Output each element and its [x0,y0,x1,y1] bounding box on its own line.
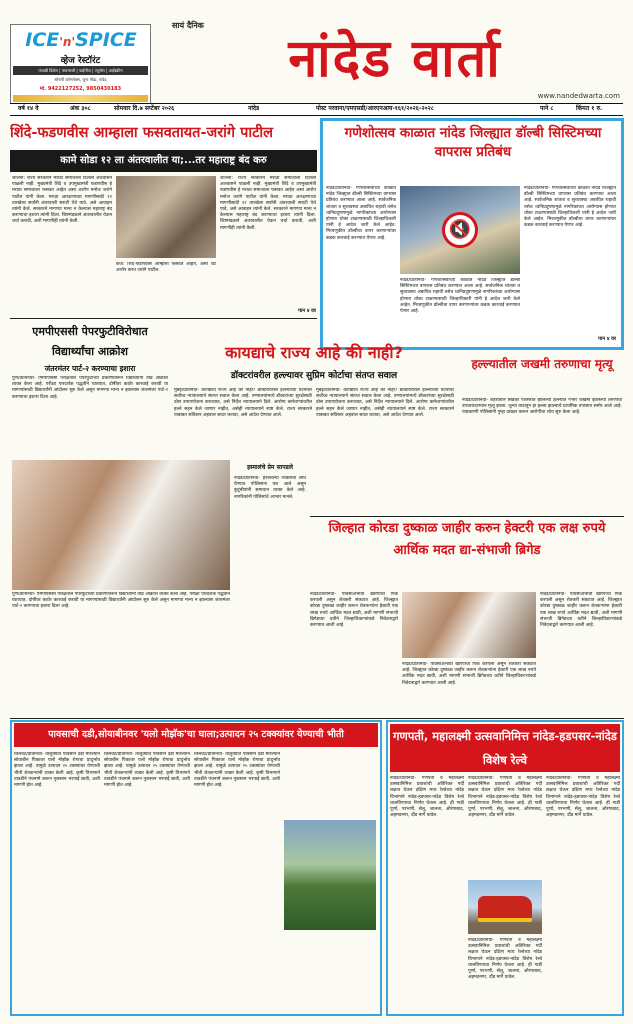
s9-headline[interactable]: गणपती, महालक्ष्मी उत्सवानिमित्त नांदेड-हडपसर-नांदेड विशेष रेल्वे [390,724,620,772]
s9-body-col1: नांदेड/प्रतिनिधी- गणपती व महालक्ष्मी उत्सवानिमित्त प्रवाशांची अतिरिक्त गर्दी लक्षात घेऊन दक्षिण मध्य रेल्वेच्या नांदेड विभागाने नांदेड-हडपसर-नांदेड विशेष रेल्वे चालविण्याचा निर्णय घेतला आहे. ही गाडी पूर्णा, परभणी, सेलू, जालना, औरंगाबाद, अहमदनगर, दौंड मार्गे धावेल. [390,776,464,819]
s9-body-col2: नांदेड/प्रतिनिधी- गणपती व महालक्ष्मी उत्सवानिमित्त प्रवाशांची अतिरिक्त गर्दी लक्षात घेऊन दक्षिण मध्य रेल्वेच्या नांदेड विभागाने नांदेड-हडपसर-नांदेड विशेष रेल्वे चालविण्याचा निर्णय घेतला आहे. ही गाडी पूर्णा, परभणी, सेलू, जालना, औरंगाबाद, अहमदनगर, दौंड मार्गे धावेल. [468,776,542,819]
s1-body-right: जालना: राज्य सरकारने मराठा समाजाला दिलेली आश्वासने पाळली नाही. मुख्यमंत्री शिंदे व उपमुख्यमंत्री फडणवीस हे मराठा समाजाला फसवत आहेत असा आरोप मनोज जरांगे पाटील यांनी केला. मराठा आरक्षणाच्या मागणीसाठी १२ तारखेला सर्वांनी अंतरवाली सराटी येथे यावे, असे आवाहन त्यांनी केले. सरकारने मागण्या मान्य न केल्यास महाराष्ट्र बंद करण्याचा इशारा त्यांनी दिला. शिष्टमंडळाने अंतरवालीत येऊन चर्चा करावी, अशी मागणीही त्यांनी केली. [220,176,316,231]
masthead-title: नांदेड वार्ता [288,29,502,89]
info-postal: पोस्ट परवाना/एमएसडी/आरएनआय-१६१/२०२६-२०२८ [316,105,434,112]
s7-body-col2: नांदेड/प्रतिनिधी- पावसाअभावी खरिपाची पिके करपली असून शेतकरी संकटात आहे. जिल्ह्यात कोरडा दुष्काळ जाहीर करून शेतकऱ्यांना हेक्टरी एक लाख रुपये आर्थिक मदत द्यावी, अशी मागणी संभाजी ब्रिगेडच्या वतीने जिल्हाधिकाऱ्यांकडे निवेदनाद्वारे करण्यात आली आहे. [402,662,536,686]
s1-continued: पान ४ वर [298,308,316,314]
s4-body-col2: मुंबई/प्रतिनिधी- कायद्याचे राज्य आहे की नाही? डॉक्टरांवरील हल्ल्यांच्या घटनांवर सर्वोच्च न्यायालयाने संतप्त सवाल केला आहे. रुग्णालयांमध्ये डॉक्टरांच्या सुरक्षेसाठी ठोस उपाययोजना कराव्यात, असे निर्देश न्यायालयाने दिले. आरोग्य कर्मचाऱ्यांवरील हल्ले सहन केले जाणार नाहीत, असेही न्यायालयाने स्पष्ट केले. राज्य सरकारने याबाबत सविस्तर अहवाल सादर करावा, असे आदेश देण्यात आले. [316,388,454,418]
ad-brand-n: 'n' [59,35,76,49]
s5-body: नांदेड/प्रतिनिधी- शहरातील सिडको परिसरात झालेल्या हल्ल्यात गंभीर जखमी झालेल्या तरुणाचा उपचारादरम्यान मृत्यू झाला. जुन्या वादातून हा हल्ला झाल्याचे प्राथमिक तपासात समोर आले आहे. याप्रकरणी पोलिसांनी गुन्हा दाखल करून आरोपींचा शोध सुरु केला आहे. [462,398,622,416]
s1-photo [116,176,216,258]
ad-subtitle: व्हेज रेस्टॉरंट [60,56,101,66]
s6-body: नांदेड/प्रतिनिधी- हरवलेल्या व्यक्तीचा शोध घेण्यात पोलिसांना यश आले असून कुटुंबीयांनी समाधान व्यक्त केले आहे. नागरिकांनी पोलिसांचे आभार मानले. [234,476,306,500]
s3-subheadline: जंतरमंतर पार्ट-२ करण्याचा इशारा [44,364,136,373]
s2-body-col2: नांदेड/प्रतिनिधी- गणेशोत्सवाच्या काळात नांदेड जिल्ह्यात डॉल्बी सिस्टिमच्या वापरास प्रतिबंध करण्यात आला आहे. सार्वजनिक शांतता व सुव्यवस्था अबाधित राहावी तसेच ध्वनिप्रदूषणामुळे नागरिकांच्या आरोग्यास होणारा धोका टाळण्यासाठी जिल्हाधिकारी यांनी हे आदेश जारी केले आहेत. मिरवणुकीत डॉल्बीचा वापर करणाऱ्यांवर कडक कारवाई करण्यात येणार आहे. [400,278,520,315]
info-pages: पाने ८ [540,105,554,112]
s3-caption: पुणे/प्रतिनिधी- एमपीएससी परीक्षेतील पेपरफुटीच्या प्रकरणावरून विद्यार्थ्यांनी तीव्र आक्रोश व्यक्त केला आहे. परीक्षा पारदर्शक पद्धतीने घ्याव्यात, दोषींवर कठोर कारवाई करावी या मागण्यांसाठी विद्यार्थ्यांनी आंदोलन सुरु केले असून मागण्या मान्य न झाल्यास जंतरमंतर पार्ट-२ करण्याचा इशारा दिला आहे. [12,592,230,610]
s2-body-col3: नांदेड/प्रतिनिधी- गणेशोत्सवाच्या काळात नांदेड जिल्ह्यात डॉल्बी सिस्टिमच्या वापरास प्रतिबंध करण्यात आला आहे. सार्वजनिक शांतता व सुव्यवस्था अबाधित राहावी तसेच ध्वनिप्रदूषणामुळे नागरिकांच्या आरोग्यास होणारा धोका टाळण्यासाठी जिल्हाधिकारी यांनी हे आदेश जारी केले आहेत. मिरवणुकीत डॉल्बीचा वापर करणाऱ्यांवर कडक कारवाई करण्यात येणार आहे. [524,186,616,229]
s5-headline[interactable]: हल्ल्यातील जखमी तरुणाचा मृत्यू [471,357,613,371]
masthead-website[interactable]: www.nandedwarta.com [537,92,620,100]
ad-box[interactable] [10,24,151,104]
ad-decoration [13,95,148,102]
s8-photo [284,820,376,930]
train-icon [478,896,532,922]
ad-line2: सोनारी कॉम्प्लेक्स, जुना मोंढा, नांदेड [54,77,107,82]
ad-phone: मो. 9422127252, 9850430183 [39,86,122,92]
s9-body-col2b: नांदेड/प्रतिनिधी- गणपती व महालक्ष्मी उत्सवानिमित्त प्रवाशांची अतिरिक्त गर्दी लक्षात घेऊन दक्षिण मध्य रेल्वेच्या नांदेड विभागाने नांदेड-हडपसर-नांदेड विशेष रेल्वे चालविण्याचा निर्णय घेतला आहे. ही गाडी पूर्णा, परभणी, सेलू, जालना, औरंगाबाद, अहमदनगर, दौंड मार्गे धावेल. [468,938,542,981]
s2-headline[interactable]: गणेशोत्सव काळात नांदेड जिल्ह्यात डॉल्बी सिस्टिमच्या वापरास प्रतिबंध [344,125,602,160]
info-date: सोमवार दि.७ सप्टेंबर २०२६ [114,105,175,112]
s7-body-col3: नांदेड/प्रतिनिधी- पावसाअभावी खरिपाची पिके करपली असून शेतकरी संकटात आहे. जिल्ह्यात कोरडा दुष्काळ जाहीर करून शेतकऱ्यांना हेक्टरी एक लाख रुपये आर्थिक मदत द्यावी, अशी मागणी संभाजी ब्रिगेडच्या वतीने जिल्हाधिकाऱ्यांकडे निवेदनाद्वारे करण्यात आली आहे. [540,592,622,629]
s2-photo [400,186,520,274]
s7-body-col1: नांदेड/प्रतिनिधी- पावसाअभावी खरिपाची पिके करपली असून शेतकरी संकटात आहे. जिल्ह्यात कोरडा दुष्काळ जाहीर करून शेतकऱ्यांना हेक्टरी एक लाख रुपये आर्थिक मदत द्यावी, अशी मागणी संभाजी ब्रिगेडच्या वतीने जिल्हाधिकाऱ्यांकडे निवेदनाद्वारे करण्यात आली आहे. [310,592,398,629]
s4-headline[interactable]: कायद्याचे राज्य आहे की नाही? [225,343,403,362]
info-year: वर्ष १४ वे [18,105,39,112]
s2-continued: पान ४ वर [598,336,616,342]
s1-subheadline: कामे सोडा १२ ला अंतरवालीत या;...तर महाराष्ट्र बंद करु [10,150,317,172]
s4-body-col1: मुंबई/प्रतिनिधी- कायद्याचे राज्य आहे की नाही? डॉक्टरांवरील हल्ल्यांच्या घटनांवर सर्वोच्च न्यायालयाने संतप्त सवाल केला आहे. रुग्णालयांमध्ये डॉक्टरांच्या सुरक्षेसाठी ठोस उपाययोजना कराव्यात, असे निर्देश न्यायालयाने दिले. आरोग्य कर्मचाऱ्यांवरील हल्ले सहन केले जाणार नाहीत, असेही न्यायालयाने स्पष्ट केले. राज्य सरकारने याबाबत सविस्तर अहवाल सादर करावा, असे आदेश देण्यात आले. [174,388,312,418]
s8-body-col3: किनवट/प्रतिनिधी- तालुक्यात पावसाने दडी मारल्याने सोयाबीन पिकावर यलो मोझॅक रोगाचा प्रादुर्भाव झाला आहे. यामुळे उत्पादन २५ टक्क्यांवर येण्याची भीती शेतकऱ्यांनी व्यक्त केली आहे. कृषी विभागाने तातडीने पंचनामे करून नुकसान भरपाई द्यावी, अशी मागणी होत आहे. [194,752,280,789]
masthead-tagline: सायं दैनिक [172,21,204,30]
s1-body-left: जालना: राज्य सरकारने मराठा समाजाला दिलेली आश्वासने पाळली नाही. मुख्यमंत्री शिंदे व उपमुख्यमंत्री फडणवीस हे मराठा समाजाला फसवत आहेत असा आरोप मनोज जरांगे पाटील यांनी केला. मराठा आरक्षणाच्या मागणीसाठी १२ तारखेला सर्वांनी अंतरवाली सराटी येथे यावे, असे आवाहन त्यांनी केले. सरकारने मागण्या मान्य न केल्यास महाराष्ट्र बंद करण्याचा इशारा त्यांनी दिला. शिष्टमंडळाने अंतरवालीत येऊन चर्चा करावी, अशी मागणीही त्यांनी केली. [12,176,112,225]
s2-body-col1: नांदेड/प्रतिनिधी- गणेशोत्सवाच्या काळात नांदेड जिल्ह्यात डॉल्बी सिस्टिमच्या वापरास प्रतिबंध करण्यात आला आहे. सार्वजनिक शांतता व सुव्यवस्था अबाधित राहावी तसेच ध्वनिप्रदूषणामुळे नागरिकांच्या आरोग्यास होणारा धोका टाळण्यासाठी जिल्हाधिकारी यांनी हे आदेश जारी केले आहेत. मिरवणुकीत डॉल्बीचा वापर करणाऱ्यांवर कडक कारवाई करण्यात येणार आहे. [326,186,396,241]
ad-brand-ice: ICE [25,29,60,51]
ad-line1: पंजाबी डिशेस | पावभाजी | चाईनीज | ज्युसेस | आईस्क्रीम [13,66,148,75]
s6-headline[interactable]: इस्मालंचे प्रेम सापडले [247,464,293,471]
s8-headline[interactable]: पावसाची दडी,सोयाबीनवर 'यलो मोझॅक'चा घाला;उत्पादन २५ टक्क्यांवर येण्याची भीती [14,723,378,747]
s7-headline[interactable]: जिल्हात कोरडा दुष्काळ जाहीर करुन हेक्टरी एक लक्ष रुपये आर्थिक मदत द्या-संभाजी ब्रिगेड [328,521,606,558]
s3-headline[interactable]: एमपीएससी पेपरफुटीविरोधात विद्यार्थ्यांचा आक्रोश [32,325,148,358]
info-issue: अंक ३०८ [70,105,91,112]
s4-subheadline: डॉक्टरांवरील हल्ल्यावर सुप्रिम कोर्टाचा संतप्त सवाल [230,371,398,381]
s3-body: पुणे/प्रतिनिधी- एमपीएससी परीक्षेतील पेपरफुटीच्या प्रकरणावरून विद्यार्थ्यांनी तीव्र आक्रोश व्यक्त केला आहे. परीक्षा पारदर्शक पद्धतीने घ्याव्यात, दोषींवर कठोर कारवाई करावी या मागण्यांसाठी विद्यार्थ्यांनी आंदोलन सुरु केले असून मागण्या मान्य न झाल्यास जंतरमंतर पार्ट-२ करण्याचा इशारा दिला आहे. [12,376,168,400]
s7-photo [402,592,536,658]
info-city: नांदेड [248,105,260,112]
s9-body-col3: नांदेड/प्रतिनिधी- गणपती व महालक्ष्मी उत्सवानिमित्त प्रवाशांची अतिरिक्त गर्दी लक्षात घेऊन दक्षिण मध्य रेल्वेच्या नांदेड विभागाने नांदेड-हडपसर-नांदेड विशेष रेल्वे चालविण्याचा निर्णय घेतला आहे. ही गाडी पूर्णा, परभणी, सेलू, जालना, औरंगाबाद, अहमदनगर, दौंड मार्गे धावेल. [546,776,620,819]
s1-caption: केज: शिंदे-फडणवीस आम्हाला फसवत आहेत, असा थेट आरोप करत जरांगे पाटील. [116,262,216,274]
info-bar [10,103,623,116]
s3-photo [12,460,230,590]
train-photo [468,880,542,934]
no-sound-icon: 🔇 [442,212,478,248]
ad-brand-spice: SPICE [75,29,137,51]
info-price: किंमत १ रु. [576,105,603,112]
s8-body-col1: किनवट/प्रतिनिधी- तालुक्यात पावसाने दडी मारल्याने सोयाबीन पिकावर यलो मोझॅक रोगाचा प्रादुर्भाव झाला आहे. यामुळे उत्पादन २५ टक्क्यांवर येण्याची भीती शेतकऱ्यांनी व्यक्त केली आहे. कृषी विभागाने तातडीने पंचनामे करून नुकसान भरपाई द्यावी, अशी मागणी होत आहे. [14,752,100,789]
s1-headline[interactable]: शिंदे-फडणवीस आम्हाला फसवतायत-जरांगे पाटील [10,118,317,148]
s8-body-col2: किनवट/प्रतिनिधी- तालुक्यात पावसाने दडी मारल्याने सोयाबीन पिकावर यलो मोझॅक रोगाचा प्रादुर्भाव झाला आहे. यामुळे उत्पादन २५ टक्क्यांवर येण्याची भीती शेतकऱ्यांनी व्यक्त केली आहे. कृषी विभागाने तातडीने पंचनामे करून नुकसान भरपाई द्यावी, अशी मागणी होत आहे. [104,752,190,789]
